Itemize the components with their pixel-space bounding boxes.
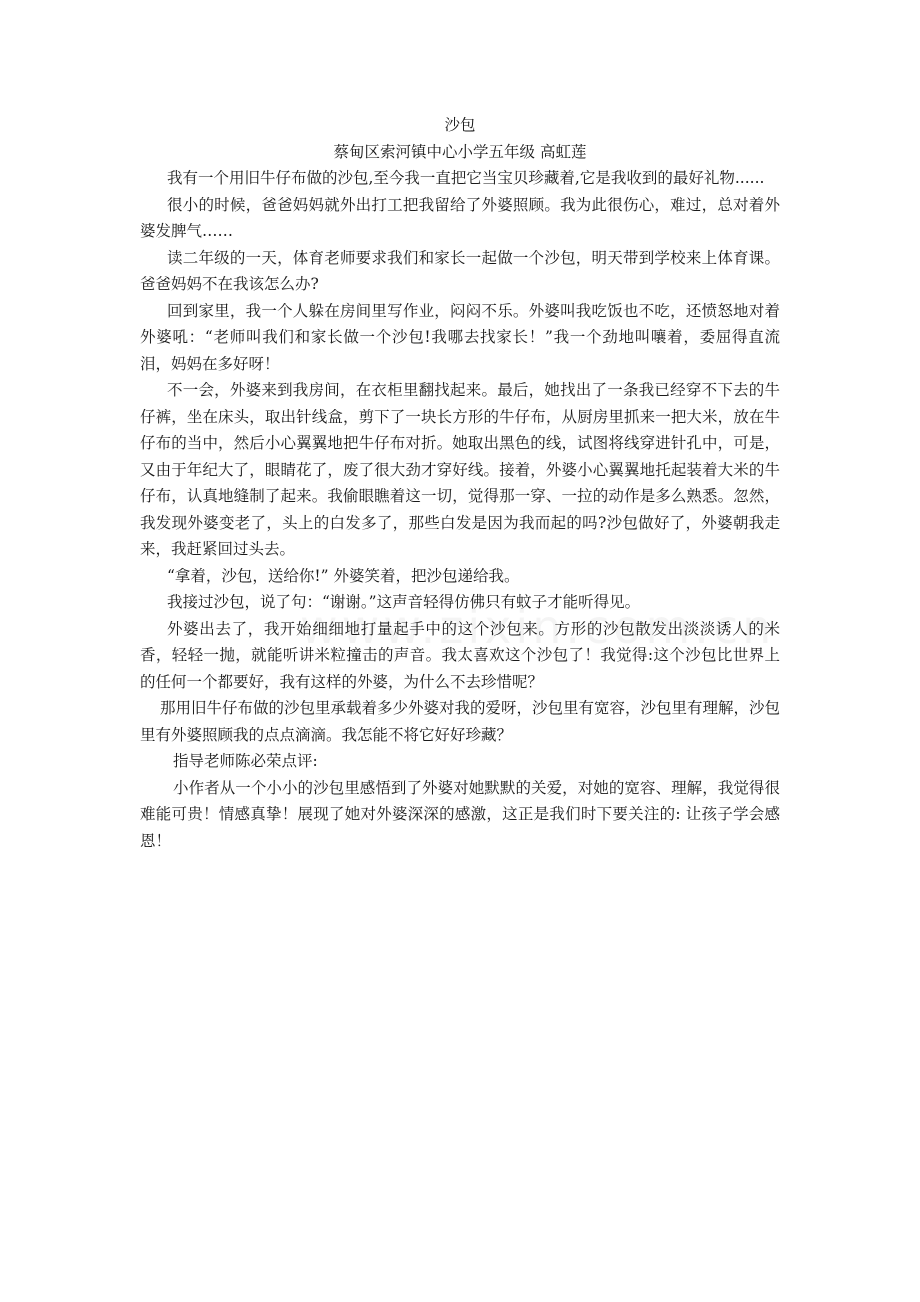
paragraph-9: 那用旧牛仔布做的沙包里承载着多少外婆对我的爱呀，沙包里有宽容，沙包里有理解，沙包里有外婆照顾我的点点滴滴。我怎能不将它好好珍藏？ <box>140 699 781 744</box>
paragraph-7: 我接过沙包，说了句：“谢谢。”这声音轻得仿佛只有蚊子才能听得见。 <box>167 593 641 611</box>
document-body <box>140 112 780 854</box>
paragraph-6: “拿着，沙包，送给你!” 外婆笑着，把沙包递给我。 <box>167 566 520 585</box>
paragraph-3: 读二年级的一天，体育老师要求我们和家长一起做一个沙包，明天带到学校来上体育课。爸爸妈妈不在我该怎么办? <box>140 248 780 293</box>
teacher-comment-heading: 指导老师陈必荣点评: <box>173 752 318 770</box>
author-byline: 蔡甸区索河镇中心小学五年级 高虹莲 <box>333 142 587 161</box>
paragraph-8: 外婆出去了，我开始细细地打量起手中的这个沙包来。方形的沙包散发出淡淡诱人的米香，轻轻一抛，就能听讲米粒撞击的声音。我太喜欢这个沙包了！我觉得:这个沙包比世界上的任何一个都要好，我有这样的外婆，为什么不去珍惜呢？ <box>140 619 780 691</box>
paragraph-4: 回到家里，我一个人躲在房间里写作业，闷闷不乐。外婆叫我吃饭也不吃，还愤怒地对着外婆吼：“老师叫我们和家长做一个沙包!我哪去找家长！”我一个劲地叫嚷着，委屈得直流泪，妈妈在多好呀！ <box>140 301 780 373</box>
paragraph-1: 我有一个用旧牛仔布做的沙包,至今我一直把它当宝贝珍藏着,它是我收到的最好礼物...... <box>167 169 765 187</box>
document-title: 沙包 <box>444 116 476 134</box>
paragraph-2: 很小的时候，爸爸妈妈就外出打工把我留给了外婆照顾。我为此很伤心，难过，总对着外婆发脾气…… <box>140 195 780 240</box>
teacher-comment: 小作者从一个小小的沙包里感悟到了外婆对她默默的关爱，对她的宽容、理解，我觉得很难能可贵！情感真挚！展现了她对外婆深深的感激，这正是我们时下要关注的: 让孩子学会感恩！ <box>140 778 780 850</box>
paragraph-5: 不一会，外婆来到我房间，在衣柜里翻找起来。最后，她找出了一条我已经穿不下去的牛仔裤，坐在床头，取出针线盒，剪下了一块长方形的牛仔布，从厨房里抓来一把大米，放在牛仔布的当中，然后小心翼翼地把牛仔布对折。她取出黑色的线，试图将线穿进针孔中，可是，又由于年纪大了，眼睛花了，废了很大劲才穿好线。接着，外婆小心翼翼地托起装着大米的牛仔布，认真地缝制了起来。我偷眼瞧着这一切，觉得那一穿、一拉的动作是多么熟悉。忽然，我发现外婆变老了，头上的白发多了，那些白发是因为我而起的吗?沙包做好了，外婆朝我走来，我赶紧回过头去。 <box>140 381 780 558</box>
